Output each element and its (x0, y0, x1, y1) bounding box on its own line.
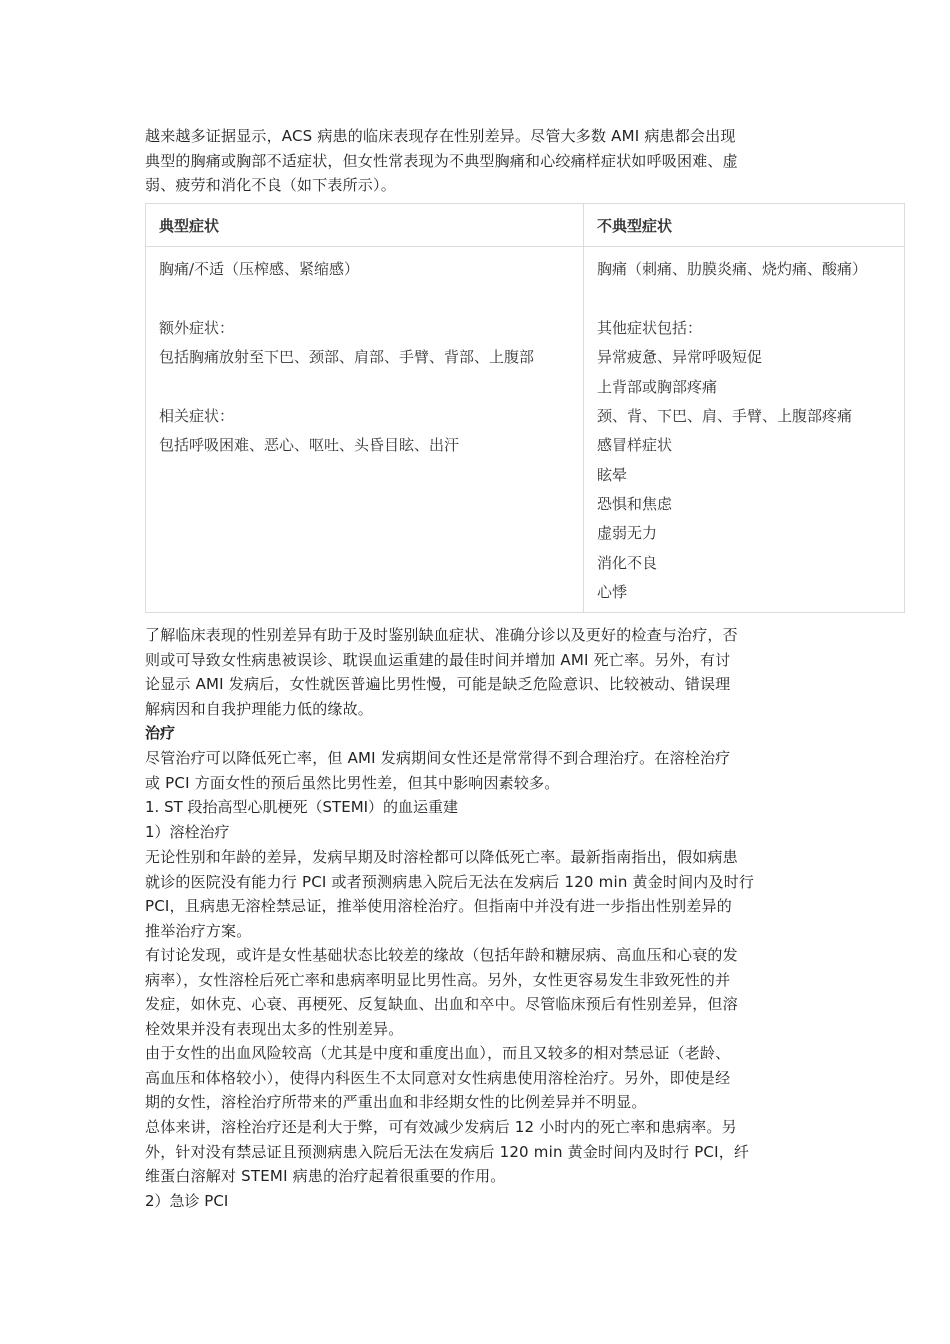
paragraph-thrombolysis-outcomes (145, 943, 810, 1041)
table-cell-atypical: 感冒样症状 (597, 436, 673, 454)
table-cell-typical: 包括胸痛放射至下巴、颈部、肩部、手臂、背部、上腹部 (159, 348, 535, 366)
table-cell-typical: 包括呼吸困难、恶心、呕吐、头昏目眩、出汗 (159, 436, 460, 454)
symptoms-table (145, 203, 905, 613)
text-line: 弱、疲劳和消化不良（如下表所示）。 (145, 176, 396, 194)
paragraph-bleeding-risk (145, 1041, 810, 1115)
table-header-typical: 典型症状 (159, 217, 220, 235)
text-line: 典型的胸痛或胸部不适症状，但女性常表现为不典型胸痛和心绞痛样症状如呼吸困难、虚 (145, 151, 738, 170)
text-line: 栓效果并没有表现出太多的性别差异。 (145, 1019, 404, 1038)
table-header-divider (146, 246, 904, 247)
table-cell-atypical: 消化不良 (597, 554, 658, 572)
text-line: 无论性别和年龄的差异，发病早期及时溶栓都可以降低死亡率。最新指南指出，假如病患 (145, 848, 738, 866)
table-cell-atypical: 恐惧和焦虑 (597, 495, 673, 513)
table-cell-atypical: 异常疲惫、异常呼吸短促 (597, 348, 763, 366)
paragraph-gender-differences (145, 623, 810, 721)
table-cell-atypical: 虚弱无力 (597, 524, 658, 542)
text-line: 病率），女性溶栓后死亡率和患病率明显比男性高。另外，女性更容易发生非致死性的并 (145, 970, 731, 989)
text-line: 或 PCI 方面女性的预后虽然比男性差，但其中影响因素较多。 (145, 773, 560, 792)
intro-paragraph (145, 124, 810, 198)
table-cell-atypical: 心悸 (597, 583, 628, 601)
text-line: 维蛋白溶解对 STEMI 病患的治疗起着很重要的作用。 (145, 1167, 506, 1185)
paragraph-thrombolysis-timing (145, 845, 810, 943)
text-line: 则或可导致女性病患被误诊、耽误血运重建的最佳时间并增加 AMI 死亡率。另外，有讨 (145, 650, 731, 669)
text-line: 外，针对没有禁忌证且预测病患入院后无法在发病后 120 min 黄金时间内及时行 PCI，纤 (145, 1142, 750, 1161)
text-line: 推举治疗方案。 (145, 921, 252, 940)
text-line: 了解临床表现的性别差异有助于及时鉴别缺血症状、准确分诊以及更好的检查与治疗，否 (145, 626, 738, 644)
text-line: 就诊的医院没有能力行 PCI 或者预测病患入院后无法在发病后 120 min 黄金时间内及时行 (145, 872, 755, 891)
subheading-emergency-pci: 2）急诊 PCI (145, 1192, 229, 1210)
table-cell-atypical: 上背部或胸部疼痛 (597, 378, 718, 396)
table-column-divider (583, 204, 584, 612)
paragraph-treatment-intro (145, 746, 810, 795)
paragraph-summary (145, 1115, 810, 1189)
table-header-atypical: 不典型症状 (597, 217, 673, 235)
table-cell-atypical: 眩晕 (597, 466, 628, 484)
subheading-thrombolysis: 1）溶栓治疗 (145, 823, 230, 841)
text-line: PCI，且病患无溶栓禁忌证，推举使用溶栓治疗。但指南中并没有进一步指出性别差异的 (145, 897, 732, 915)
text-line: 解病因和自我护理能力低的缘故。 (145, 699, 374, 718)
text-line: 有讨论发现，或许是女性基础状态比较差的缘故（包括年龄和糖尿病、高血压和心衰的发 (145, 946, 738, 964)
text-line: 高血压和体格较小），使得内科医生不太同意对女性病患使用溶栓治疗。另外，即使是经 (145, 1068, 731, 1087)
section-heading-stemi: 1. ST 段抬高型心肌梗死（STEMI）的血运重建 (145, 798, 459, 816)
text-line: 尽管治疗可以降低死亡率，但 AMI 发病期间女性还是常常得不到合理治疗。在溶栓治疗 (145, 749, 731, 767)
section-heading-treatment: 治疗 (145, 724, 176, 742)
text-line: 期的女性，溶栓治疗所带来的严重出血和非经期女性的比例差异并不明显。 (145, 1093, 647, 1111)
table-cell-typical: 额外症状： (159, 319, 235, 337)
text-line: 由于女性的出血风险较高（尤其是中度和重度出血），而且又较多的相对禁忌证（老龄、 (145, 1044, 731, 1062)
text-line: 越来越多证据显示，ACS 病患的临床表现存在性别差异。尽管大多数 AMI 病患都会出现 (145, 127, 736, 145)
table-cell-typical: 胸痛/不适（压榨感、紧缩感） (159, 260, 360, 278)
table-cell-atypical: 胸痛（刺痛、肋膜炎痛、烧灼痛、酸痛） (597, 260, 868, 278)
text-line: 论显示 AMI 发病后，女性就医普遍比男性慢，可能是缺乏危险意识、比较被动、错误理 (145, 675, 731, 693)
text-line: 发症，如休克、心衰、再梗死、反复缺血、出血和卒中。尽管临床预后有性别差异，但溶 (145, 995, 738, 1013)
text-line: 总体来讲，溶栓治疗还是利大于弊，可有效减少发病后 12 小时内的死亡率和患病率。另 (145, 1118, 737, 1136)
table-cell-atypical: 颈、背、下巴、肩、手臂、上腹部疼痛 (597, 407, 853, 425)
table-cell-typical: 相关症状： (159, 407, 235, 425)
table-cell-atypical: 其他症状包括： (597, 319, 703, 337)
